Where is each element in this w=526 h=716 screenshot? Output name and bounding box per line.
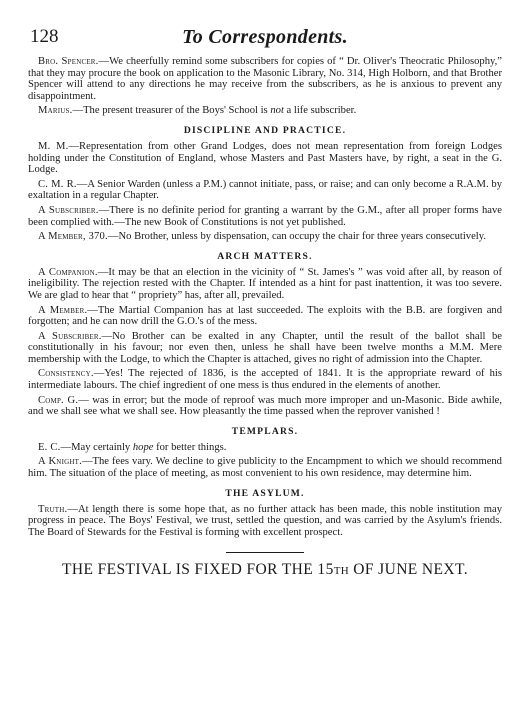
entry-text: —A Senior Warden (unless a P.M.) cannot initiate, pass, or raise; and can only become a R.A.M. by exaltation in a regular Chapter. [28, 178, 502, 202]
entry-lead: A Subscriber. [38, 330, 102, 342]
entry-emphasis: hope [132, 441, 154, 453]
festival-notice [28, 561, 502, 580]
entry-truth [28, 504, 502, 539]
entry-a-subscriber-arch [28, 331, 502, 366]
section-heading-templars: TEMPLARS. [231, 425, 299, 437]
entry-text: —Representation from other Grand Lodges, does not mean representation from foreign Lodges holding under the Constitution of England, whose Masters and Past Masters have, by right, a seat in the G. Lodge. [28, 140, 502, 176]
page-number: 128 [30, 26, 59, 47]
running-title: To Correspondents. [182, 26, 348, 48]
entry-text: —It may be that an election in the vicinity of “ St. James's ” was void after all, by reason of ineligibility. The rejection rested with the Chapter. If intended as a hint for past inattention, it was too severe. We are glad to hear that “ propriety” has, after all, prevailed. [28, 266, 502, 301]
entry-bro-spencer [28, 56, 502, 102]
entry-text: —At length there is some hope that, as no further attack has been made, this noble institution may progress in peace. The Boys' Festival, we trust, settled the question, and was carried by the Asylum's friends. The Board of Stewards for the Festival is forming with excellent prospect. [28, 503, 502, 538]
entry-a-companion [28, 267, 502, 302]
notice-ordinal: TH [333, 565, 349, 578]
entry-text: —The present treasurer of the Boys' School is [72, 105, 271, 117]
page [28, 26, 502, 580]
entry-text: —Yes! The rejected of 1836, is the accepted of 1841. It is the appropriate reward of his intermediate labours. The chief ingredient of one mess is thus endured in the elements of another. [28, 368, 502, 392]
entry-lead: M. M. [38, 140, 69, 152]
entry-a-knight [28, 456, 502, 479]
entry-text: a life subscriber. [283, 105, 357, 117]
divider-rule [226, 552, 304, 553]
entry-text: —No Brother can be exalted in any Chapter, until the result of the ballot shall be constitutionally in his favour; nor even then, unless he shall have been twelve months a M.M. Mere membership with the Lodge, to which the Chapter is attached, gives no right of admission into the Chapter. [28, 330, 502, 365]
entry-lead: Marius. [38, 105, 73, 117]
entry-m-m [28, 141, 502, 176]
entry-lead: C. M. R. [38, 178, 77, 190]
entry-consistency [28, 368, 502, 391]
entry-a-member [28, 305, 502, 328]
entry-text: —No Brother, unless by dispensation, can occupy the chair for three years consecutively. [107, 231, 486, 243]
entry-a-subscriber [28, 205, 502, 228]
entry-comp-g [28, 395, 502, 418]
entry-a-member-370 [28, 231, 502, 243]
entry-lead: E. C. [38, 441, 61, 453]
entry-lead: A Member, 370. [38, 231, 108, 243]
entry-lead: A Subscriber. [38, 204, 99, 216]
notice-text: OF JUNE NEXT. [349, 561, 468, 579]
entry-lead: Truth. [38, 503, 68, 515]
page-header [28, 26, 502, 48]
section-heading-asylum: THE ASYLUM. [225, 487, 305, 499]
entry-lead: A Member. [38, 304, 88, 316]
entry-lead: Bro. Spencer. [38, 56, 99, 67]
entry-lead: A Knight. [38, 456, 82, 468]
entry-marius [28, 105, 502, 117]
entry-lead: Consistency. [38, 368, 94, 380]
entry-text: — was in error; but the mode of reproof was much more improper and un-Masonic. Bide awhile, and we shall see what we shall see. How pleasantly the time passed when the reprover vanished ! [28, 394, 502, 418]
notice-text: THE FESTIVAL IS FIXED FOR THE 15 [62, 561, 334, 579]
entry-text: —There is no definite period for granting a warrant by the G.M., after all proper forms have been complied with.—The new Book of Constitutions is not yet published. [28, 204, 502, 228]
entry-emphasis: not [270, 105, 284, 117]
entry-e-c [28, 442, 502, 454]
entry-text: —May certainly [60, 441, 133, 453]
entry-lead: Comp. G. [38, 394, 79, 406]
section-heading-discipline: DISCIPLINE AND PRACTICE. [183, 124, 347, 136]
entry-text: —We cheerfully remind some subscribers for copies of “ Dr. Oliver's Theocratic Philosophy,” that they may procure the book on application to the Masonic Library, No. 314, High Holborn, and that Brother Spencer will attend to any directions he may receive from the subscribers, as he is anxious to prevent any disappointment. [28, 56, 502, 102]
section-heading-arch-matters: ARCH MATTERS. [217, 250, 313, 262]
entry-text: —The fees vary. We decline to give publicity to the Encampment to which we should recommend him. The situation of the place of meeting, as most convenient to his own residence, may determine him. [28, 456, 502, 480]
entry-text: for better things. [153, 441, 227, 453]
entry-text: —The Martial Companion has at last succeeded. The exploits with the B.B. are forgiven and forgotten; and he can now drill the G.O.'s of the mess. [28, 304, 502, 328]
entry-lead: A Companion. [38, 266, 98, 278]
entry-c-m-r [28, 179, 502, 202]
